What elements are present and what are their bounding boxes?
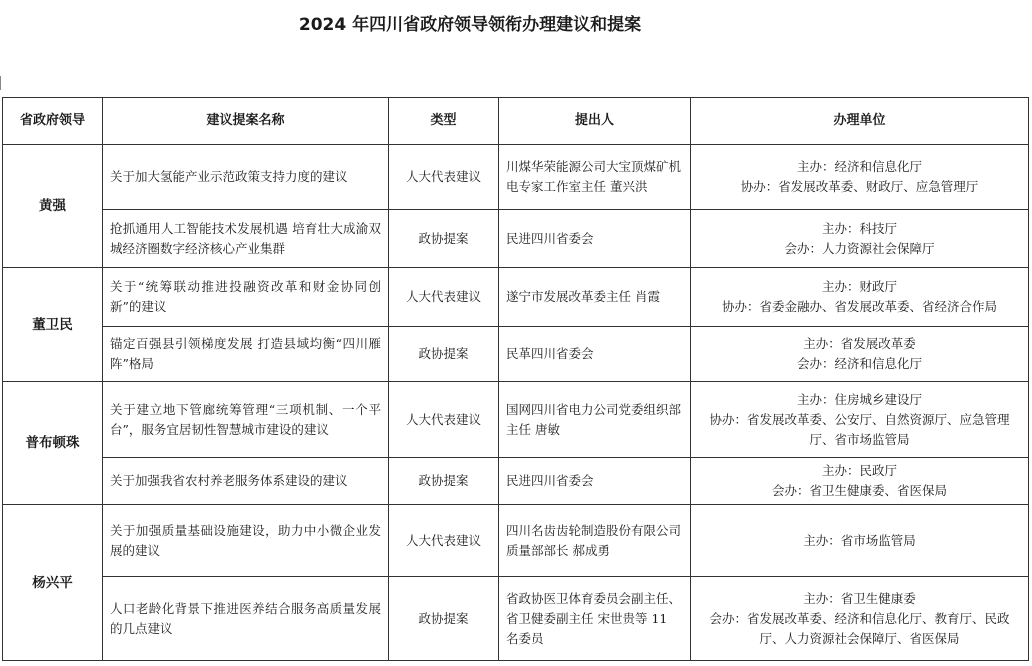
unit-line: 协办：省委金融办、省发展改革委、省经济合作局 <box>721 299 997 314</box>
proposer: 川煤华荣能源公司大宝顶煤矿机电专家工作室主任 董兴洪 <box>499 145 691 210</box>
header-name: 建议提案名称 <box>103 98 389 145</box>
table-row <box>3 458 1029 505</box>
table-row <box>3 505 1029 577</box>
proposer: 省政协医卫体育委员会副主任、省卫健委副主任 宋世贵等 11 名委员 <box>499 577 691 661</box>
handling-unit <box>691 577 1029 661</box>
proposal-name: 锚定百强县引领梯度发展 打造县域均衡“四川雁阵”格局 <box>103 327 389 382</box>
unit-line: 主办：经济和信息化厅 <box>796 159 922 174</box>
proposal-name: 关于建立地下管廊统筹管理“三项机制、一个平台”，服务宜居韧性智慧城市建设的建议 <box>103 382 389 458</box>
proposal-name: 关于加大氢能产业示范政策支持力度的建议 <box>103 145 389 210</box>
proposal-type: 政协提案 <box>389 210 499 268</box>
handling-unit <box>691 145 1029 210</box>
table-row <box>3 145 1029 210</box>
proposer: 四川名齿齿轮制造股份有限公司质量部部长 郝成勇 <box>499 505 691 577</box>
proposal-type: 政协提案 <box>389 327 499 382</box>
leader-cell: 普布顿珠 <box>3 382 103 505</box>
table-row <box>3 210 1029 268</box>
header-proposer: 提出人 <box>499 98 691 145</box>
handling-unit <box>691 268 1029 327</box>
unit-line: 主办：省发展改革委 <box>803 336 916 351</box>
leader-cell: 杨兴平 <box>3 505 103 661</box>
proposal-name: 抢抓通用人工智能技术发展机遇 培育壮大成渝双城经济圈数字经济核心产业集群 <box>103 210 389 268</box>
unit-line: 主办：财政厅 <box>821 279 897 294</box>
proposer: 民进四川省委会 <box>499 210 691 268</box>
table-row <box>3 268 1029 327</box>
unit-line: 主办：民政厅 <box>821 463 897 478</box>
proposals-table <box>2 97 1029 661</box>
header-type: 类型 <box>389 98 499 145</box>
header-leader: 省政府领导 <box>3 98 103 145</box>
unit-line: 协办：省发展改革委、公安厅、自然资源厅、应急管理厅、省市场监管局 <box>709 411 1010 447</box>
handling-unit <box>691 505 1029 577</box>
proposal-name: 关于加强我省农村养老服务体系建设的建议 <box>103 458 389 505</box>
proposal-name: 人口老龄化背景下推进医养结合服务高质量发展的几点建议 <box>103 577 389 661</box>
unit-line: 会办：省卫生健康委、省医保局 <box>771 483 947 498</box>
table-row <box>3 577 1029 661</box>
unit-line: 主办：科技厅 <box>821 220 897 236</box>
proposal-type: 人大代表建议 <box>389 268 499 327</box>
proposal-type: 政协提案 <box>389 577 499 661</box>
proposal-name: 关于加强质量基础设施建设，助力中小微企业发展的建议 <box>103 505 389 577</box>
table-header-row <box>3 98 1029 145</box>
proposer: 国网四川省电力公司党委组织部主任 唐敏 <box>499 382 691 458</box>
margin-mark <box>0 76 1 90</box>
unit-line: 主办：省市场监管局 <box>803 532 916 548</box>
table-row <box>3 327 1029 382</box>
unit-line: 会办：省发展改革委、经济和信息化厅、教育厅、民政厅、人力资源社会保障厅、省医保局 <box>709 610 1010 646</box>
leader-cell: 黄强 <box>3 145 103 268</box>
proposal-type: 人大代表建议 <box>389 145 499 210</box>
unit-line: 会办：人力资源社会保障厅 <box>784 240 935 256</box>
proposer: 民进四川省委会 <box>499 458 691 505</box>
proposal-type: 人大代表建议 <box>389 505 499 577</box>
unit-line: 协办：省发展改革委、财政厅、应急管理厅 <box>740 179 979 194</box>
proposal-name: 关于“统筹联动推进投融资改革和财金协同创新”的建议 <box>103 268 389 327</box>
leader-cell: 董卫民 <box>3 268 103 382</box>
handling-unit <box>691 210 1029 268</box>
proposer: 民革四川省委会 <box>499 327 691 382</box>
handling-unit <box>691 327 1029 382</box>
header-unit: 办理单位 <box>691 98 1029 145</box>
proposal-type: 人大代表建议 <box>389 382 499 458</box>
handling-unit <box>691 458 1029 505</box>
handling-unit <box>691 382 1029 458</box>
unit-line: 主办：省卫生健康委 <box>803 590 916 606</box>
table-row <box>3 382 1029 458</box>
unit-line: 会办：经济和信息化厅 <box>796 356 922 371</box>
unit-line: 主办：住房城乡建设厅 <box>796 391 922 407</box>
proposal-type: 政协提案 <box>389 458 499 505</box>
page-title: 2024 年四川省政府领导领衔办理建议和提案 <box>298 15 642 35</box>
proposer: 遂宁市发展改革委主任 肖霞 <box>499 268 691 327</box>
